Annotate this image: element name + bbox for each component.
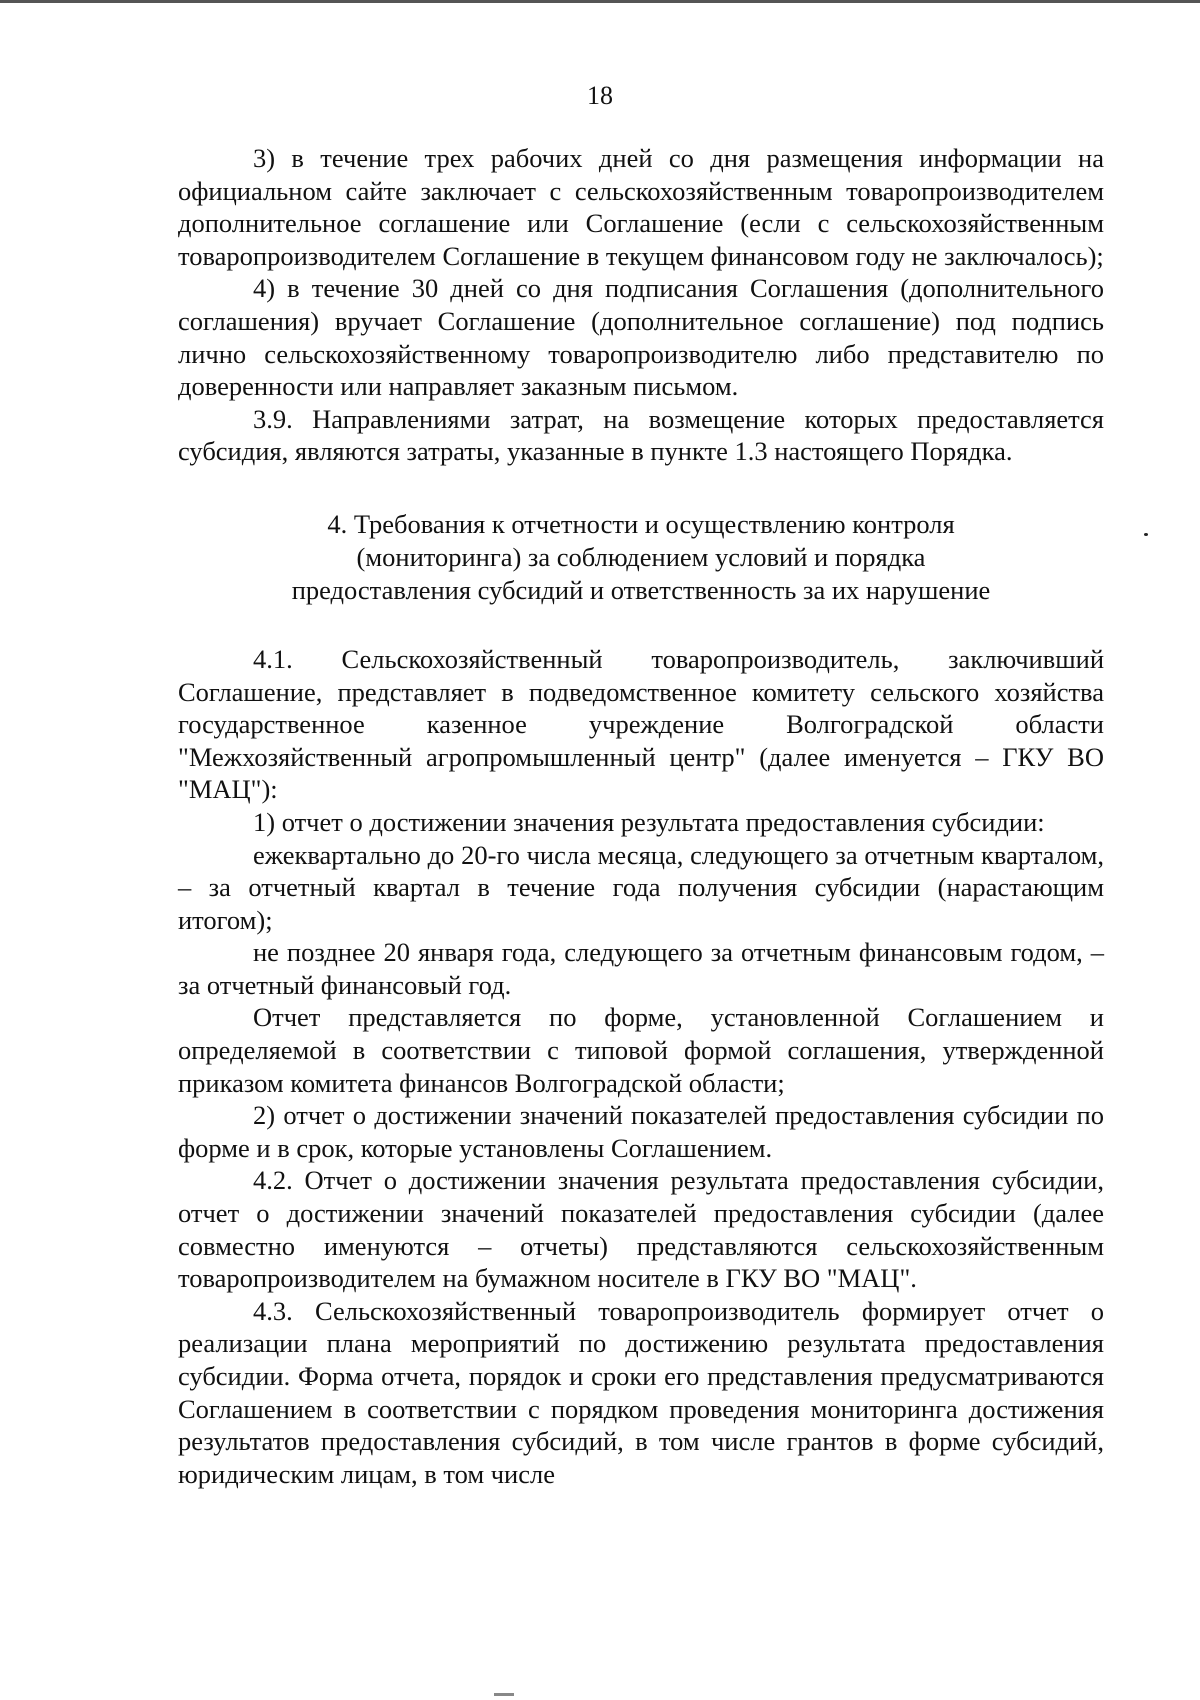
- paragraph-3-9: 3.9. Направлениями затрат, на возмещение которых предоставляется субсидия, являются затраты, указанные в пункте 1.3 настоящего Порядка.: [178, 403, 1104, 467]
- paragraph-item-4: 4) в течение 30 дней со дня подписания Соглашения (дополнительного соглашения) вручает Соглашение (дополнительное соглашение) под подпись лично сельскохозяйственному товаропроизводителю либо представителю по доверенности или направляет заказным письмом.: [178, 273, 1104, 402]
- paragraph-4-2: 4.2. Отчет о достижении значения результата предоставления субсидии, отчет о достижении значений показателей предоставления субсидии (далее совместно именуются – отчеты) представляются сельскохозяйственным товаропроизводителем на бумажном носителе в ГКУ ВО "МАЦ".: [178, 1165, 1104, 1294]
- paragraph-4-3: 4.3. Сельскохозяйственный товаропроизводитель формирует отчет о реализации плана мероприятий по достижению результата предоставления субсидии. Форма отчета, порядок и сроки его представления предусматриваются Соглашением в соответствии с порядком проведения мониторинга достижения результатов предоставления субсидий, в том числе грантов в форме субсидий, юридическим лицам, в том числе: [178, 1295, 1104, 1489]
- section-heading-line: 4. Требования к отчетности и осуществлению контроля: [327, 508, 955, 539]
- paragraph-quarterly: ежеквартально до 20-го числа месяца, следующего за отчетным кварталом, – за отчетный квартал в течение года получения субсидии (нарастающим итогом);: [178, 839, 1104, 935]
- paragraph-4-1-item-2: 2) отчет о достижении значений показателей предоставления субсидии по форме и в срок, которые установлены Соглашением.: [178, 1100, 1104, 1163]
- document-body: [178, 142, 1104, 1490]
- page-number: 18: [587, 81, 613, 110]
- paragraph-4-1: 4.1. Сельскохозяйственный товаропроизводитель, заключивший Соглашение, представляет в подведомственное комитету сельского хозяйства государственное казенное учреждение Волгоградской области "Межхозяйственный агропромышленный центр" (далее именуется – ГКУ ВО "МАЦ"):: [178, 643, 1104, 805]
- paragraph-report-form: Отчет представляется по форме, установленной Соглашением и определяемой в соответствии с типовой формой соглашения, утвержденной приказом комитета финансов Волгоградской области;: [178, 1002, 1104, 1098]
- paragraph-4-1-item-1: 1) отчет о достижении значения результата предоставления субсидии:: [253, 806, 1045, 837]
- paragraph-annual: не позднее 20 января года, следующего за отчетным финансовым годом, – за отчетный финансовый год.: [178, 937, 1104, 1000]
- section-heading-line: (мониторинга) за соблюдением условий и порядка: [356, 541, 926, 572]
- scan-bottom-mark: [494, 1693, 514, 1696]
- scan-top-edge: [0, 0, 1200, 3]
- section-4-heading: [178, 508, 1104, 607]
- paragraph-item-3: 3) в течение трех рабочих дней со дня размещения информации на официальном сайте заключает с сельскохозяйственным товаропроизводителем дополнительное соглашение или Соглашение (если с сельскохозяйственным товаропроизводителем Соглашение в текущем финансовом году не заключалось);: [178, 143, 1104, 271]
- scan-speck: [1144, 533, 1148, 536]
- section-heading-line: предоставления субсидий и ответственность за их нарушение: [291, 574, 991, 605]
